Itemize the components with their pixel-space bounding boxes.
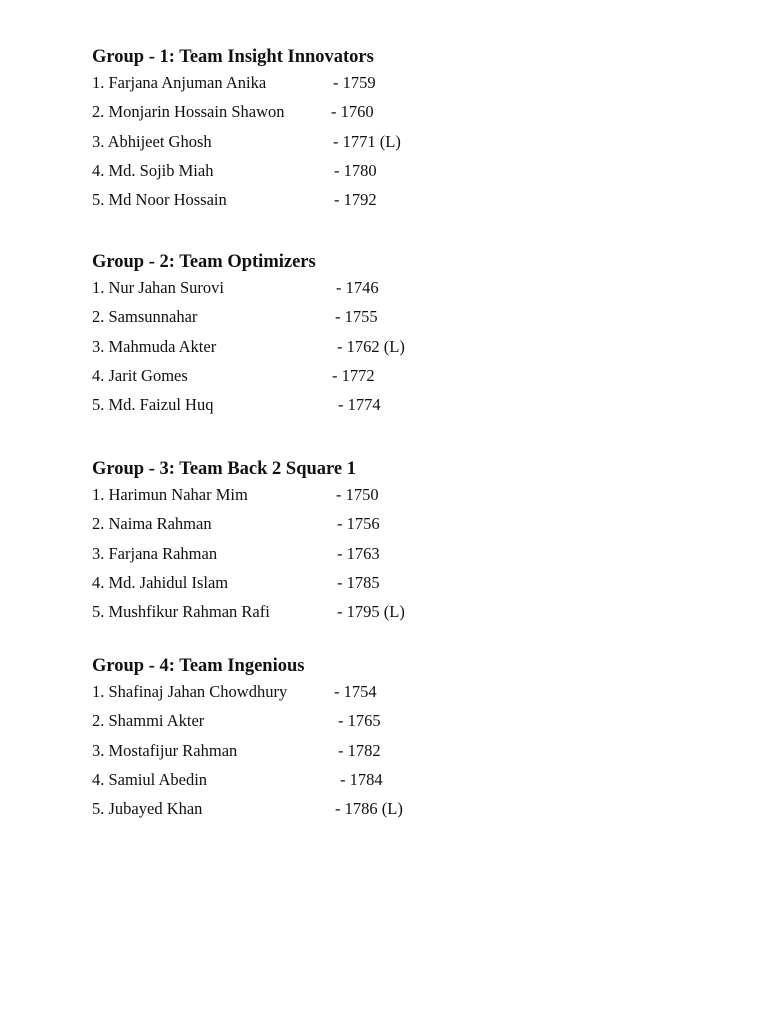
- member-id: - 1782: [338, 740, 381, 760]
- member-name: 3. Farjana Rahman: [92, 543, 218, 563]
- member-name: 5. Mushfikur Rahman Rafi: [92, 602, 270, 622]
- list-item: [92, 741, 512, 770]
- list-item: [92, 161, 512, 190]
- group-4: [92, 655, 512, 828]
- list-item: [92, 799, 512, 828]
- list-item: [92, 544, 512, 573]
- member-name: 1. Nur Jahan Surovi: [92, 278, 224, 297]
- group-1: [92, 46, 512, 219]
- group-2: [92, 251, 512, 424]
- member-id: - 1786 (L): [335, 799, 403, 819]
- group-title: Group - 2: Team Optimizers: [92, 252, 316, 272]
- member-name: 5. Md Noor Hossain: [92, 190, 227, 210]
- member-id: - 1765: [338, 711, 381, 731]
- list-item: [92, 573, 512, 602]
- member-name: 2. Shammi Akter: [92, 711, 205, 731]
- list-item: [92, 366, 512, 395]
- member-id: - 1795 (L): [337, 602, 405, 622]
- member-id: - 1754: [334, 682, 377, 701]
- member-name: 2. Samsunnahar: [92, 307, 198, 327]
- member-name: 4. Samiul Abedin: [92, 769, 208, 789]
- member-name: 1. Shafinaj Jahan Chowdhury: [92, 682, 288, 701]
- member-id: - 1784: [340, 769, 383, 789]
- list-item: [92, 485, 512, 514]
- list-item: [92, 307, 512, 336]
- member-name: 1. Harimun Nahar Mim: [92, 485, 248, 504]
- group-title: Group - 3: Team Back 2 Square 1: [92, 459, 357, 479]
- list-item: [92, 102, 512, 131]
- member-id: - 1746: [336, 278, 379, 297]
- member-id: - 1755: [335, 307, 378, 327]
- list-item: [92, 514, 512, 543]
- member-name: 4. Md. Jahidul Islam: [92, 572, 229, 592]
- list-item: [92, 711, 512, 740]
- member-name: 5. Jubayed Khan: [92, 799, 203, 819]
- member-name: 3. Mostafijur Rahman: [92, 740, 238, 760]
- member-name: 1. Farjana Anjuman Anika: [92, 73, 267, 92]
- group-title: Group - 1: Team Insight Innovators: [92, 47, 374, 67]
- member-list: [92, 278, 512, 424]
- member-id: - 1780: [334, 160, 377, 180]
- list-item: [92, 73, 512, 102]
- member-name: 3. Abhijeet Ghosh: [92, 131, 212, 151]
- list-item: [92, 395, 512, 424]
- list-item: [92, 602, 512, 631]
- member-name: 4. Jarit Gomes: [92, 365, 188, 385]
- member-name: 3. Mahmuda Akter: [92, 336, 217, 356]
- member-id: - 1759: [333, 73, 376, 92]
- member-id: - 1762 (L): [337, 336, 405, 356]
- member-name: 4. Md. Sojib Miah: [92, 160, 214, 180]
- list-item: [92, 337, 512, 366]
- member-name: 2. Naima Rahman: [92, 514, 212, 534]
- member-list: [92, 485, 512, 631]
- member-id: - 1760: [331, 102, 374, 122]
- member-name: 5. Md. Faizul Huq: [92, 395, 214, 415]
- member-id: - 1774: [338, 395, 381, 415]
- list-item: [92, 190, 512, 219]
- member-id: - 1785: [337, 572, 380, 592]
- list-item: [92, 278, 512, 307]
- list-item: [92, 682, 512, 711]
- list-item: [92, 132, 512, 161]
- member-id: - 1792: [334, 190, 377, 210]
- group-3: [92, 458, 512, 631]
- member-id: - 1772: [332, 365, 375, 385]
- member-id: - 1763: [337, 543, 380, 563]
- member-name: 2. Monjarin Hossain Shawon: [92, 102, 285, 122]
- group-title: Group - 4: Team Ingenious: [92, 656, 305, 676]
- member-list: [92, 682, 512, 828]
- list-item: [92, 770, 512, 799]
- member-id: - 1756: [337, 514, 380, 534]
- member-id: - 1771 (L): [333, 131, 401, 151]
- member-list: [92, 73, 512, 219]
- member-id: - 1750: [336, 485, 379, 504]
